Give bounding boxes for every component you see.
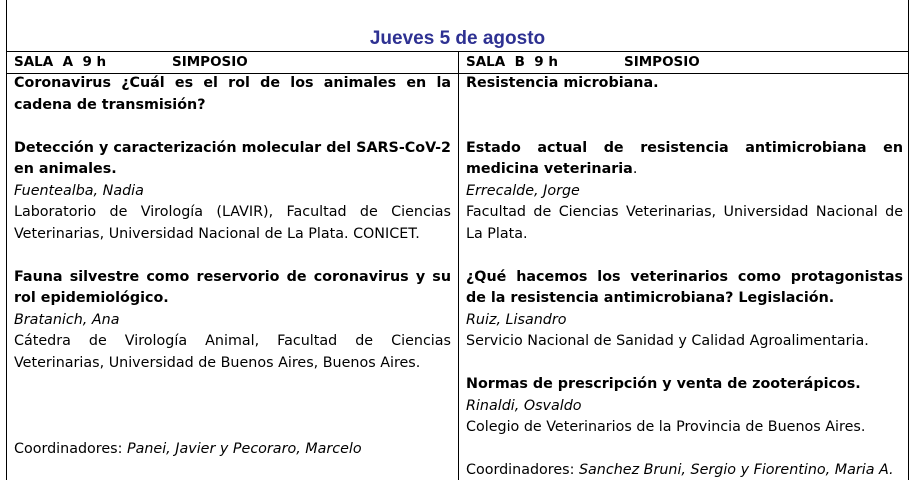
sala-a-talk-2-title: Fauna silvestre como reservorio de coronavirus y su rol epidemiológico. [14,268,451,306]
sala-b-coordinators [466,460,903,482]
sala-b-talk-3-title: Normas de prescripción y venta de zooterápicos. [466,376,861,392]
sala-b-talk-2-affiliation: Servicio Nacional de Sanidad y Calidad Agroalimentaria. [466,333,869,349]
sala-b-talk-1-title-text: Estado actual de resistencia antimicrobiana en medicina veterinaria [466,139,903,177]
sala-a-symposium-title: Coronavirus ¿Cuál es el rol de los animales en la cadena de transmisión? [14,75,451,113]
sala-a-talk-1-title: Detección y caracterización molecular del SARS-CoV-2 en animales. [14,139,451,177]
sala-b-type: SIMPOSIO [624,54,700,70]
sala-a-talk-2-affiliation: Cátedra de Virología Animal, Facultad de Ciencias Veterinarias, Universidad de Buenos Aires, Buenos Aires. [14,333,451,371]
sala-b-room: SALA B 9 h [466,54,559,70]
sala-a-type: SIMPOSIO [172,54,248,70]
sala-a-talk-1-author: Fuentealba, Nadia [14,182,144,199]
sala-b-coordinators-names: Sanchez Bruni, Sergio y Fiorentino, Maria A. [578,462,894,478]
sala-b-talk-3-affiliation: Colegio de Veterinarios de la Provincia de Buenos Aires. [466,419,866,435]
sala-a-header [14,51,451,73]
sala-a-talk-2-author: Bratanich, Ana [14,311,120,328]
sala-b-talk-1-title-end: . [632,161,638,177]
sala-b-column [466,51,903,482]
sala-b-coordinators-label: Coordinadores: [466,462,579,478]
sala-a-coordinators-names: Panei, Javier y Pecoraro, Marcelo [126,440,362,457]
sala-a-room: SALA A 9 h [14,54,107,70]
sala-b-symposium-title: Resistencia microbiana. [466,75,659,91]
sala-a-coordinators [14,439,451,461]
sala-b-talk-2-author: Ruiz, Lisandro [466,311,567,328]
sala-b-talk-1-author: Errecalde, Jorge [466,182,580,199]
column-divider [458,51,459,480]
sala-b-talk-1-title [466,138,903,181]
sala-a-coordinators-label: Coordinadores: [14,440,127,457]
sala-a-column [14,51,451,460]
sala-b-talk-3-author: Rinaldi, Osvaldo [466,397,582,414]
sala-b-header [466,51,903,73]
sala-b-talk-1-affiliation: Facultad de Ciencias Veterinarias, Universidad Nacional de La Plata. [466,204,903,242]
sala-b-talk-2-title: ¿Qué hacemos los veterinarios como protagonistas de la resistencia antimicrobiana? Legislación. [466,268,903,306]
sala-a-talk-1-affiliation: Laboratorio de Virología (LAVIR), Facultad de Ciencias Veterinarias, Universidad Nacional de La Plata. CONICET. [14,204,451,242]
day-title: Jueves 5 de agosto [369,28,546,49]
